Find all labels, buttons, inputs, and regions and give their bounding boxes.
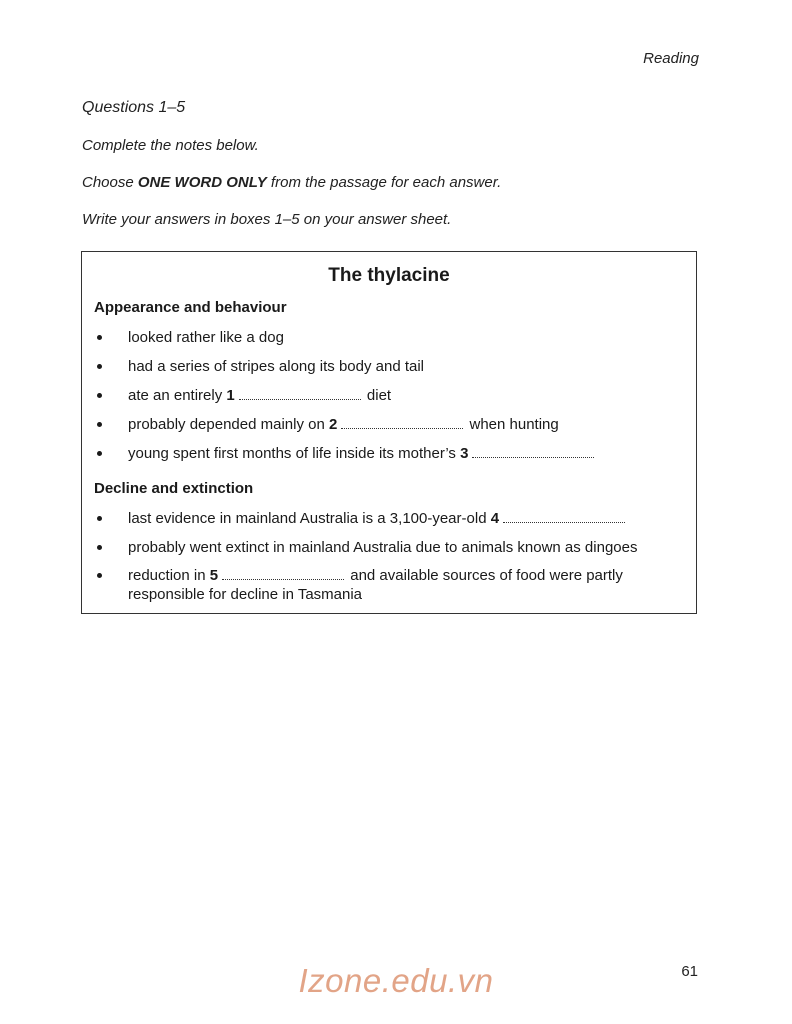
- bullet-icon: [97, 335, 102, 340]
- bullet-icon: [97, 422, 102, 427]
- instruction-2-pre: Choose: [82, 174, 138, 191]
- section-heading-decline: Decline and extinction: [94, 480, 254, 497]
- list-item-text: [128, 509, 688, 528]
- answer-blank-4[interactable]: [503, 510, 625, 523]
- notes-box: [81, 251, 697, 614]
- item-text: looked rather like a dog: [128, 329, 284, 346]
- answer-blank-2[interactable]: [341, 416, 463, 429]
- list-item-text: [128, 415, 688, 434]
- instruction-answer-sheet: Write your answers in boxes 1–5 on your answer sheet.: [82, 211, 452, 228]
- instruction-2-emphasis: ONE WORD ONLY: [137, 174, 267, 191]
- bullet-icon: [97, 364, 102, 369]
- item-text-before: last evidence in mainland Australia is a 3,100-year-old: [128, 510, 491, 527]
- bullet-icon: [97, 451, 102, 456]
- instruction-2-post: from the passage for each answer.: [266, 174, 502, 191]
- answer-blank-3[interactable]: [472, 445, 594, 458]
- item-text-after: and available sources of food were partly responsible for decline in Tasmania: [128, 567, 623, 603]
- item-text-before: ate an entirely: [128, 387, 227, 404]
- section-label: Reading: [643, 50, 699, 67]
- bullet-icon: [97, 516, 102, 521]
- page-number: 61: [681, 963, 698, 980]
- item-text-after: when hunting: [465, 416, 559, 433]
- questions-heading: Questions 1–5: [82, 99, 186, 116]
- section-heading-appearance: Appearance and behaviour: [94, 299, 287, 316]
- item-text-before: young spent first months of life inside its mother’s: [128, 445, 461, 462]
- item-text-before: reduction in: [128, 567, 210, 584]
- question-number: 3: [460, 445, 469, 462]
- list-item-text: [128, 538, 688, 557]
- answer-blank-1[interactable]: [239, 387, 361, 400]
- watermark-text: Izone.edu.vn: [298, 962, 494, 999]
- list-item-text: [128, 444, 688, 463]
- item-text: had a series of stripes along its body and tail: [128, 358, 425, 375]
- question-number: 2: [328, 416, 338, 433]
- item-text-before: probably depended mainly on: [128, 416, 329, 433]
- question-number: 4: [490, 510, 500, 527]
- list-item-text: [128, 386, 688, 405]
- notes-title: The thylacine: [328, 265, 450, 286]
- list-item-text: [128, 357, 688, 376]
- list-item-text: [128, 328, 688, 347]
- bullet-icon: [97, 545, 102, 550]
- answer-blank-5[interactable]: [222, 567, 344, 580]
- bullet-icon: [97, 573, 102, 578]
- instruction-choose-word: [82, 174, 501, 191]
- list-item-text: [128, 566, 688, 604]
- item-text-after: diet: [362, 387, 392, 404]
- instruction-complete-notes: Complete the notes below.: [82, 137, 259, 154]
- bullet-icon: [97, 393, 102, 398]
- question-number: 1: [226, 387, 235, 404]
- item-text: probably went extinct in mainland Australia due to animals known as dingoes: [128, 539, 638, 556]
- question-number: 5: [209, 567, 219, 584]
